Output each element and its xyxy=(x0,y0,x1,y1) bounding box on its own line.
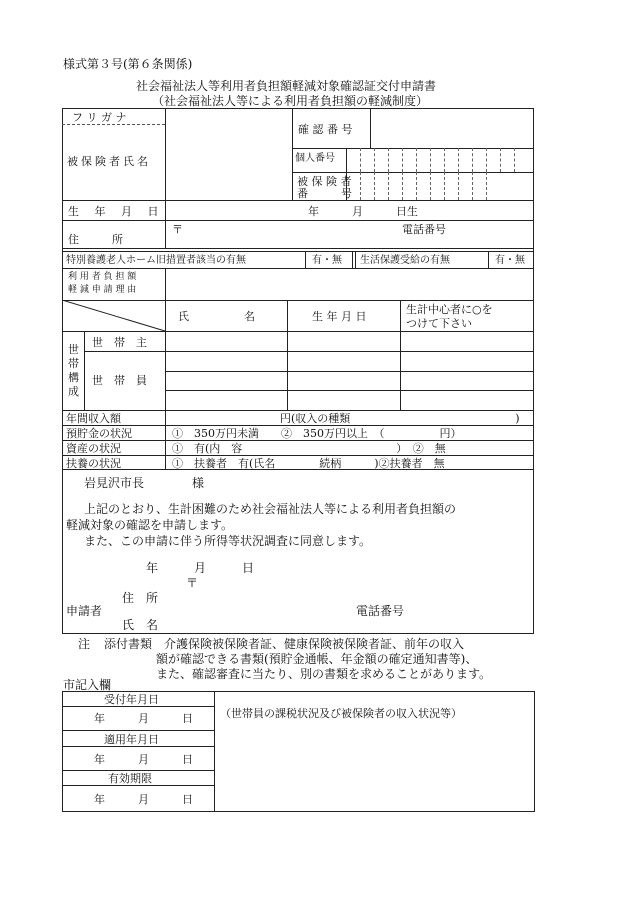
city-section-title: 市記入欄 xyxy=(63,678,112,692)
row-divider-1 xyxy=(292,148,534,149)
received-date-label: 受付年月日 xyxy=(104,693,159,706)
reason-label-1: 利 用 者 負 担 額 xyxy=(68,272,137,282)
savings-value[interactable]: ① 350万円未満 ② 350万円以上 （ 円） xyxy=(172,427,462,440)
insured-name-label: 被保険者氏名 xyxy=(67,155,151,168)
row-divider-4 xyxy=(62,220,534,221)
household-char-1: 世 xyxy=(68,343,79,356)
applied-date-value[interactable]: 年 月 日 xyxy=(94,753,193,766)
reason-field[interactable] xyxy=(170,271,530,297)
header-diagonal xyxy=(62,300,166,332)
reason-label-2: 軽 減 申 請 理 由 xyxy=(68,285,137,295)
row-divider-9 xyxy=(62,410,534,411)
confirm-no-field[interactable] xyxy=(374,112,530,144)
form-title: 社会福祉法人等利用者負担額軽減対象確認証交付申請書 xyxy=(136,79,437,93)
form-subtitle: （社会福祉法人等による利用者負担額の軽減制度） xyxy=(152,94,429,108)
application-date[interactable]: 年 月 日 xyxy=(146,561,255,575)
postal-mark: 〒 xyxy=(172,223,183,236)
special-home-label: 特別養護老人ホーム旧措置者該当の有無 xyxy=(66,255,246,266)
note-label: 注 xyxy=(78,637,91,651)
insured-no-field[interactable] xyxy=(348,174,532,198)
personal-no-label: 個人番号 xyxy=(295,153,335,164)
statement-line-3: また、この申請に伴う所得等状況調査に同意します。 xyxy=(84,534,372,548)
note-line-3: また、確認審査に当たり、別の書類を求めることがあります。 xyxy=(156,667,492,681)
annual-income-value[interactable]: 円(収入の種類 ) xyxy=(280,412,520,425)
row-divider-3 xyxy=(62,200,534,201)
label-col-divider xyxy=(165,200,166,248)
note-line-1: 添付書類 介護保険被保険者証、健康保険被保険者証、前年の収入 xyxy=(104,637,465,651)
applicant-address-label: 住 所 xyxy=(122,591,159,605)
special-home-yes-no[interactable]: 有・無 xyxy=(312,255,342,266)
support-label: 扶養の状況 xyxy=(66,457,121,470)
support-value[interactable]: ① 扶養者 有(氏名 続柄 )②扶養者 無 xyxy=(172,457,445,470)
insured-name-field[interactable] xyxy=(170,112,288,196)
id-col-divider xyxy=(292,108,293,200)
col-head-line-1: 生計中心者に○を xyxy=(406,303,493,316)
household-char-3: 構 xyxy=(68,371,79,384)
city-note: （世帯員の課税状況及び被保険者の収入状況等） xyxy=(220,707,462,720)
note-line-2: 額が確認できる書類(預貯金通帳、年金額の確定通知書等)、 xyxy=(156,652,478,666)
statement-line-2: 軽減対象の確認を申請します。 xyxy=(66,518,234,532)
applicant-label: 申請者 xyxy=(66,604,103,618)
furigana-label: フ リ ガ ナ xyxy=(72,111,127,124)
welfare-yes-no[interactable]: 有・無 xyxy=(495,255,525,266)
insured-no-label-1: 被 保 険 者 xyxy=(297,175,352,188)
col-head-line-2: つけて下さい xyxy=(406,317,472,330)
applicant-name-label: 氏 名 xyxy=(122,618,159,632)
valid-period-value[interactable]: 年 月 日 xyxy=(94,793,193,806)
birthdate-label: 生 年 月 日 xyxy=(68,205,165,218)
col-name-header: 氏 名 xyxy=(178,310,255,323)
applicant-postal-mark: 〒 xyxy=(186,576,199,590)
form-number: 様式第３号(第６条関係) xyxy=(63,57,193,71)
confirm-no-label: 確 認 番 号 xyxy=(298,123,353,136)
name-col-divider xyxy=(165,108,166,200)
valid-period-label: 有効期限 xyxy=(108,772,152,785)
received-date-value[interactable]: 年 月 日 xyxy=(94,712,193,725)
welfare-label: 生活保護受給の有無 xyxy=(360,255,450,266)
col-birth-header: 生 年 月 日 xyxy=(312,310,367,323)
confirm-no-divider xyxy=(370,108,371,148)
row-divider-6 xyxy=(62,268,534,269)
row-divider-8 xyxy=(62,331,534,332)
application-box xyxy=(62,470,534,634)
insured-no-label-2: 番 号 xyxy=(297,187,352,200)
household-char-2: 帯 xyxy=(68,357,79,370)
personal-no-field[interactable] xyxy=(348,150,532,170)
row-divider-5 xyxy=(62,248,534,249)
assets-label: 資産の状況 xyxy=(66,442,121,455)
address-field[interactable] xyxy=(186,222,396,246)
row-divider-2 xyxy=(292,172,534,173)
statement-line-1: 上記のとおり、生計困難のため社会福祉法人等による利用者負担額の xyxy=(84,502,457,516)
assets-value[interactable]: ① 有(内 容 ） ② 無 xyxy=(172,442,446,455)
address-label: 住 所 xyxy=(68,233,123,246)
savings-label: 預貯金の状況 xyxy=(66,427,132,440)
addressee: 岩見沢市長 様 xyxy=(84,476,205,490)
household-member-label: 世 帯 員 xyxy=(92,374,147,387)
applicant-phone-label: 電話番号 xyxy=(356,604,405,618)
household-char-4: 成 xyxy=(68,385,79,398)
birthdate-value[interactable]: 年 月 日生 xyxy=(308,205,418,218)
applied-date-label: 適用年月日 xyxy=(104,733,159,746)
furigana-divider xyxy=(62,124,165,125)
household-head-label: 世 帯 主 xyxy=(92,336,147,349)
phone-label: 電話番号 xyxy=(402,223,446,236)
annual-income-label: 年間収入額 xyxy=(66,412,121,425)
